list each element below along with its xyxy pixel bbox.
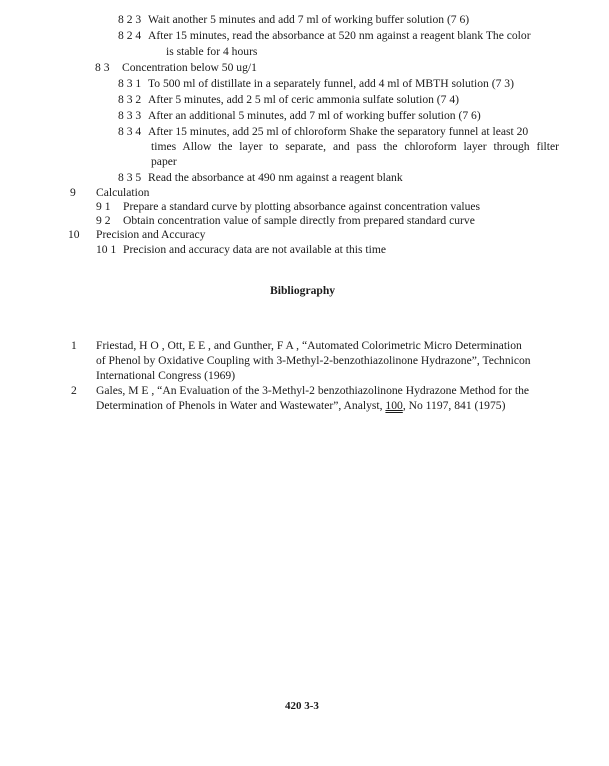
reference-text-part: , No 1197, 841 (1975) (402, 399, 506, 412)
reference-text: Friestad, H O , Ott, E E , and Gunther, F A , “Automated Colorimetric Micro Determination (96, 339, 522, 352)
section-text: Obtain concentration value of sample directly from prepared standard curve (123, 214, 475, 227)
section-heading: Calculation (96, 186, 150, 199)
reference-text-part: Determination of Phenols in Water and Wastewater”, Analyst, (96, 399, 386, 412)
reference-text (96, 399, 505, 413)
section-number: 8 3 1 (118, 77, 142, 90)
section-number: 10 (68, 228, 80, 241)
section-number: 9 1 (96, 200, 111, 213)
section-number: 9 2 (96, 214, 111, 227)
section-number: 8 3 3 (118, 109, 142, 122)
section-text: Read the absorbance at 490 nm against a reagent blank (148, 171, 403, 184)
section-text: After 15 minutes, read the absorbance at 520 nm against a reagent blank The color (148, 29, 531, 42)
section-number: 9 (70, 186, 76, 199)
section-text: After 15 minutes, add 25 ml of chloroform Shake the separatory funnel at least 20 (148, 125, 529, 138)
section-number: 8 2 4 (118, 29, 142, 42)
reference-text: of Phenol by Oxidative Coupling with 3-Methyl-2-benzothiazolinone Hydrazone”, Technicon (96, 354, 531, 367)
section-number: 10 1 (96, 243, 117, 256)
section-text: paper (151, 155, 177, 168)
section-text: Wait another 5 minutes and add 7 ml of working buffer solution (7 6) (148, 13, 470, 26)
reference-number: 1 (71, 339, 77, 352)
section-number: 8 2 3 (118, 13, 142, 26)
section-number: 8 3 5 (118, 171, 142, 184)
reference-volume: 100 (385, 399, 403, 412)
section-text: After 5 minutes, add 2 5 ml of ceric ammonia sulfate solution (7 4) (148, 93, 460, 106)
reference-text: International Congress (1969) (96, 369, 236, 382)
section-text: After an additional 5 minutes, add 7 ml of working buffer solution (7 6) (148, 109, 481, 122)
page-number: 420 3-3 (285, 700, 319, 712)
reference-number: 2 (71, 384, 77, 397)
section-text: is stable for 4 hours (166, 45, 258, 58)
section-number: 8 3 (95, 61, 110, 74)
section-text: times Allow the layer to separate, and pass the chloroform layer through filter (151, 140, 559, 153)
reference-text: Gales, M E , “An Evaluation of the 3-Methyl-2 benzothiazolinone Hydrazone Method for the (96, 384, 530, 397)
bibliography-title: Bibliography (270, 284, 336, 297)
section-number: 8 3 4 (118, 125, 142, 138)
section-number: 8 3 2 (118, 93, 142, 106)
section-text: Prepare a standard curve by plotting absorbance against concentration values (123, 200, 481, 213)
section-text: Precision and accuracy data are not available at this time (123, 243, 386, 256)
section-text: To 500 ml of distillate in a separately funnel, add 4 ml of MBTH solution (7 3) (148, 77, 514, 90)
section-heading: Precision and Accuracy (96, 228, 206, 241)
section-text: Concentration below 50 ug/1 (122, 61, 257, 74)
